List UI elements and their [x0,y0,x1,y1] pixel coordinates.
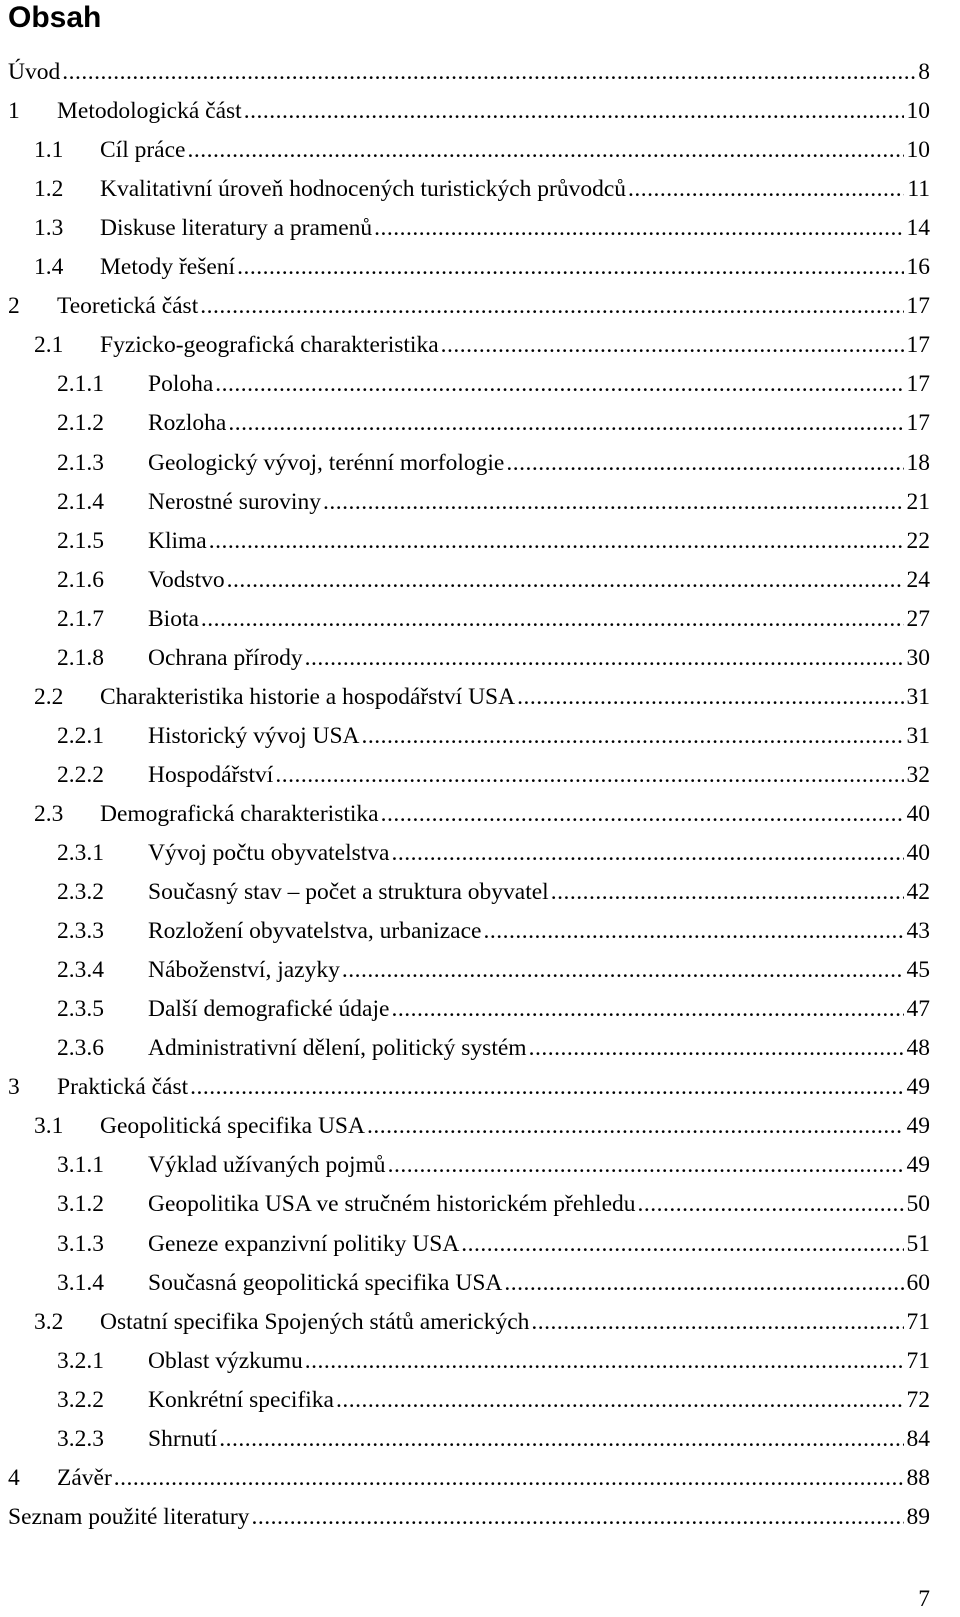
toc-entry-page: 24 [906,566,930,593]
toc-entry[interactable] [0,1302,960,1342]
toc-entry-page: 31 [906,683,930,710]
toc-entry-page: 50 [906,1191,930,1218]
toc-entry[interactable] [0,1184,960,1224]
toc-entry[interactable] [0,716,960,756]
toc-entry-label: Diskuse literatury a pramenů [100,215,373,242]
dot-leader [374,208,903,248]
toc-entry[interactable] [0,364,960,404]
toc-entry-number: 3 [8,1074,20,1101]
toc-entry[interactable] [0,403,960,443]
toc-entry-number: 3.2.2 [57,1386,104,1413]
dot-leader [305,638,904,678]
dot-leader [391,833,903,873]
toc-entry[interactable] [0,286,960,326]
toc-entry-number: 2.1.7 [57,605,104,632]
toc-entry[interactable] [0,755,960,795]
toc-entry-number: 2 [8,293,20,320]
toc-entry-page: 31 [906,722,930,749]
toc-entry-page: 45 [906,957,930,984]
dot-leader [342,950,904,990]
dot-leader [244,91,904,131]
page-number: 7 [918,1586,930,1612]
dot-leader [367,1106,904,1146]
toc-entry-page: 71 [906,1308,930,1335]
toc-entry[interactable] [0,989,960,1029]
toc-entry-page: 14 [906,215,930,242]
toc-entry-number: 3.1 [34,1113,64,1140]
toc-entry[interactable] [0,1145,960,1185]
toc-entry-page: 17 [906,371,930,398]
toc-entry-number: 2.3.5 [57,996,104,1023]
toc-entry-number: 2.1.8 [57,644,104,671]
toc-entry-page: 30 [906,644,930,671]
toc-entry-number: 1.3 [34,215,64,242]
toc-entry-label: Současná geopolitická specifika USA [148,1269,503,1296]
toc-entry[interactable] [0,52,960,92]
toc-entry-label: Seznam použité literatury [8,1503,250,1530]
dot-leader [381,794,904,834]
toc-entry-page: 47 [906,996,930,1023]
toc-entry[interactable] [0,1067,960,1107]
toc-entry-number: 2.3.6 [57,1035,104,1062]
toc-entry[interactable] [0,1497,960,1537]
dot-leader [114,1458,904,1498]
toc-entry[interactable] [0,521,960,561]
toc-entry-label: Biota [148,605,199,632]
toc-entry-label: Historický vývoj USA [148,722,360,749]
toc-entry-page: 88 [906,1464,930,1491]
dot-leader [190,1067,903,1107]
toc-entry-number: 1 [8,98,20,125]
dot-leader [275,755,903,795]
toc-entry-label: Konkrétní specifika [148,1386,334,1413]
toc-entry-number: 3.2 [34,1308,64,1335]
toc-entry-label: Vývoj počtu obyvatelstva [148,840,390,866]
toc-entry-label: Další demografické údaje [148,996,390,1023]
toc-entry-number: 2.3.2 [57,879,104,906]
toc-entry[interactable] [0,482,960,522]
dot-leader [305,1341,904,1381]
toc-entry[interactable] [0,208,960,248]
dot-leader [388,1145,904,1185]
dot-leader [517,677,903,717]
dot-leader [336,1380,904,1420]
toc-entry-label: Současný stav – počet a struktura obyvatel [148,879,549,906]
toc-entry-label: Výklad užívaných pojmů [148,1152,386,1179]
toc-entry-number: 1.4 [34,254,64,281]
toc-entry[interactable] [0,91,960,131]
dot-leader [215,364,903,404]
toc-entry[interactable] [0,1106,960,1146]
toc-entry-label: Rozložení obyvatelstva, urbanizace [148,918,482,945]
toc-entry-page: 17 [906,293,930,320]
toc-entry-number: 2.2 [34,683,64,710]
toc-entry[interactable] [0,1341,960,1381]
toc-entry-number: 2.1.3 [57,449,104,476]
dot-leader [323,482,904,522]
toc-entry-number: 2.3 [34,800,64,827]
toc-entry-page: 22 [906,527,930,554]
toc-entry[interactable] [0,833,960,873]
toc-entry[interactable] [0,560,960,600]
toc-entry-number: 3.2.1 [57,1347,104,1374]
toc-entry-label: Cíl práce [100,137,186,164]
toc-entry-label: Charakteristika historie a hospodářství USA [100,683,516,710]
toc-entry[interactable] [0,1263,960,1303]
toc-entry-page: 8 [918,59,930,85]
toc-entry[interactable] [0,911,960,951]
toc-entry-page: 60 [906,1269,930,1296]
dot-leader [441,325,904,365]
dot-leader [62,52,915,92]
toc-entry-page: 72 [906,1386,930,1413]
toc-entry-label: Náboženství, jazyky [148,957,340,984]
toc-entry-page: 42 [906,879,930,906]
toc-entry-number: 3.1.4 [57,1269,104,1296]
toc-entry-label: Metodologická část [57,98,242,125]
toc-entry-page: 40 [906,840,930,866]
toc-entry[interactable] [0,247,960,287]
toc-entry-number: 3.1.1 [57,1152,104,1179]
toc-entry[interactable] [0,677,960,717]
toc-entry-label: Geopolitika USA ve stručném historickém přehledu [148,1191,636,1218]
toc-entry-label: Fyzicko-geografická charakteristika [100,332,439,359]
toc-entry[interactable] [0,1380,960,1420]
toc-entry-page: 21 [906,488,930,515]
toc-entry-number: 2.3.3 [57,918,104,945]
toc-entry-number: 3.1.2 [57,1191,104,1218]
toc-entry-page: 84 [906,1425,930,1452]
toc-entry-page: 48 [906,1035,930,1062]
toc-entry-page: 43 [906,918,930,945]
dot-leader [531,1302,903,1342]
toc-entry-page: 40 [906,800,930,827]
toc-entry-label: Hospodářství [148,761,274,788]
toc-entry-label: Poloha [148,371,214,398]
toc-entry[interactable] [0,169,960,209]
toc-entry-label: Klima [148,527,207,554]
toc-entry-number: 1.1 [34,137,64,164]
toc-entry-label: Demografická charakteristika [100,800,379,827]
toc-entry-label: Ostatní specifika Spojených států amerických [100,1308,530,1335]
toc-entry-number: 2.3.4 [57,957,104,984]
toc-entry[interactable] [0,325,960,365]
toc-entry-page: 89 [906,1503,930,1530]
toc-entry-label: Praktická část [57,1074,189,1101]
dot-leader [461,1224,903,1264]
toc-entry-number: 2.3.1 [57,840,104,866]
dot-leader [551,872,904,912]
dot-leader [187,130,903,170]
toc-entry-page: 51 [906,1230,930,1257]
dot-leader [219,1419,903,1459]
toc-entry-page: 17 [906,332,930,359]
toc-entry-label: Ochrana přírody [148,644,303,671]
toc-entry-number: 2.1.1 [57,371,104,398]
toc-entry-number: 3.2.3 [57,1425,104,1452]
toc-entry[interactable] [0,443,960,483]
toc-entry-label: Metody řešení [100,254,236,281]
toc-entry[interactable] [0,130,960,170]
toc-entry[interactable] [0,638,960,678]
toc-entry[interactable] [0,599,960,639]
toc-entry-label: Teoretická část [57,293,199,320]
toc-entry[interactable] [0,950,960,990]
toc-entry-label: Geologický vývoj, terénní morfologie [148,449,505,476]
dot-leader [529,1028,904,1068]
toc-entry-label: Oblast výzkumu [148,1347,303,1374]
dot-leader [506,443,903,483]
toc-entry-page: 49 [906,1113,930,1140]
toc-entry-label: Administrativní dělení, politický systém [148,1035,527,1062]
dot-leader [391,989,903,1029]
toc-entry-page: 49 [906,1074,930,1101]
dot-leader [227,560,904,600]
toc-entry-page: 10 [906,98,930,125]
toc-entry-page: 17 [906,410,930,437]
dot-leader [200,286,903,326]
page-title: Obsah [8,1,102,34]
dot-leader [504,1263,903,1303]
toc-entry-number: 2.1 [34,332,64,359]
toc-entry-label: Závěr [57,1464,112,1491]
toc-entry-number: 3.1.3 [57,1230,104,1257]
toc-entry-number: 2.2.1 [57,722,104,749]
toc-entry-number: 2.1.5 [57,527,104,554]
toc-entry-label: Úvod [8,59,61,85]
toc-entry-label: Shrnutí [148,1425,218,1452]
toc-entry-label: Kvalitativní úroveň hodnocených turistických průvodců [100,176,627,203]
toc-entry-page: 11 [907,176,930,203]
toc-entry-label: Rozloha [148,410,227,437]
toc-entry-page: 27 [906,605,930,632]
dot-leader [628,169,904,209]
dot-leader [483,911,903,951]
toc-entry[interactable] [0,1419,960,1459]
toc-entry-label: Geneze expanzivní politiky USA [148,1230,460,1257]
dot-leader [209,521,904,561]
dot-leader [228,403,903,443]
dot-leader [237,247,903,287]
toc-entry-number: 2.1.6 [57,566,104,593]
dot-leader [362,716,904,756]
toc-entry-page: 32 [906,761,930,788]
toc-entry-number: 2.1.4 [57,488,104,515]
toc-entry-page: 49 [906,1152,930,1179]
toc-entry-number: 4 [8,1464,20,1491]
toc-entry-label: Nerostné suroviny [148,488,321,515]
toc-entry-number: 2.1.2 [57,410,104,437]
dot-leader [251,1497,903,1537]
toc-entry-page: 16 [906,254,930,281]
toc-entry-page: 18 [906,449,930,476]
toc-entry-label: Geopolitická specifika USA [100,1113,365,1140]
dot-leader [638,1184,904,1224]
toc-entry-number: 2.2.2 [57,761,104,788]
toc-entry-label: Vodstvo [148,566,225,593]
toc-entry[interactable] [0,872,960,912]
toc-entry[interactable] [0,1458,960,1498]
toc-entry[interactable] [0,794,960,834]
toc-entry-number: 1.2 [34,176,64,203]
toc-entry-page: 71 [906,1347,930,1374]
toc-entry[interactable] [0,1028,960,1068]
toc-entry[interactable] [0,1224,960,1264]
dot-leader [201,599,904,639]
toc-entry-page: 10 [906,137,930,164]
